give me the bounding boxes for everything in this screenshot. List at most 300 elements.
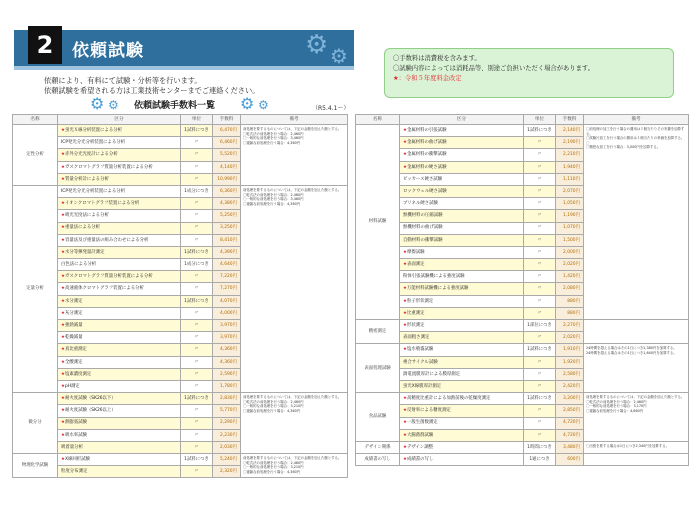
unit-cell: 〃 (524, 307, 556, 319)
unit-cell: 1試料につき (181, 125, 213, 137)
note-text: ：令和５年度料金改定 (398, 75, 462, 82)
memo-line: 〇前処理の加工を行う場合の費用は１個当たりその実費を加算する。 (586, 127, 685, 136)
memo-line: 〇精密な加工を行う場合：3,000円を加算する。 (586, 145, 661, 150)
star-mark: ★ (61, 408, 65, 414)
memo-line: 〇出張を要する場合は1日につき2,340円を加算する。 (586, 443, 669, 448)
item-cell (400, 429, 524, 441)
item-cell (58, 222, 181, 234)
gear-icon: ⚙ (90, 94, 105, 113)
item-cell (58, 393, 181, 405)
star-mark: ★ (61, 274, 65, 280)
unit-cell: 〃 (181, 466, 213, 478)
item-label: 金属材料の引張試験 (406, 127, 447, 133)
item-cell (400, 368, 524, 380)
memo-cell (584, 393, 689, 442)
star-mark: ★ (403, 396, 407, 402)
unit-cell: 〃 (181, 198, 213, 210)
effective-date: （R5.4.1～） (312, 105, 350, 112)
star-mark: ★ (61, 383, 65, 389)
item-cell (58, 246, 181, 258)
unit-cell: 〃 (524, 198, 556, 210)
star-mark: ★ (403, 432, 407, 438)
item-label: 水分等揮発量計測定 (64, 249, 105, 255)
item-label: 吸光光度法による分析 (64, 213, 109, 219)
item-label: 赤外分光光度計による分析 (64, 152, 118, 158)
item-cell (58, 454, 181, 466)
fee-cell: 2,030円 (213, 441, 241, 453)
unit-cell: 1成分につき (181, 259, 213, 271)
unit-cell: 〃 (524, 185, 556, 197)
fee-cell: 1,110円 (556, 173, 584, 185)
item-cell (400, 222, 524, 234)
star-mark: ★ (61, 176, 65, 182)
unit-cell: 〃 (524, 356, 556, 368)
left-table-body (13, 125, 348, 478)
item-label: 質量分析計による分析 (64, 176, 109, 182)
item-cell (400, 185, 524, 197)
item-label: 粒度分布測定 (61, 469, 88, 475)
item-cell (58, 125, 181, 137)
item-label: 熱膨張試験 (64, 420, 87, 426)
memo-line: 24時間を超える場合はその1日につき1,640円を加算する。 (586, 350, 677, 355)
unit-cell: 1成分につき (181, 185, 213, 197)
item-cell (58, 466, 181, 478)
memo-cell (584, 454, 689, 466)
item-cell (58, 234, 181, 246)
star-mark: ★ (403, 249, 407, 255)
notes-box (384, 48, 674, 98)
item-cell (58, 185, 181, 197)
unit-cell: 〃 (181, 380, 213, 392)
fee-cell: 5,770円 (213, 405, 241, 417)
star-mark: ★ (61, 164, 65, 170)
unit-cell: 1時間につき (524, 441, 556, 453)
star-mark: ★ (61, 322, 65, 328)
item-label: 表面粗さ測定 (403, 335, 430, 341)
fee-cell: 2,080円 (556, 283, 584, 295)
item-label: イオンクロマトグラフ装置による分析 (64, 201, 140, 207)
fee-cell: 2,590円 (213, 368, 241, 380)
item-cell (58, 173, 181, 185)
fee-cell: 1,780円 (213, 380, 241, 392)
category-cell: 成績書の写し (356, 454, 400, 466)
item-label: 高速液体クロマトグラフ装置による分析 (64, 286, 144, 292)
page-title: 依頼試験 (72, 41, 144, 61)
fee-cell: 600円 (556, 454, 584, 466)
star-mark: ★ (403, 322, 407, 328)
fee-cell: 5,250円 (213, 210, 241, 222)
fee-cell: 1,070円 (556, 222, 584, 234)
memo-line: 〇複雑な前処理を行う場合：4,360円 (243, 408, 301, 413)
table-row (13, 185, 348, 197)
intro-text (44, 76, 259, 96)
unit-cell: 〃 (181, 368, 213, 380)
category-cell: 食品試験 (356, 393, 400, 442)
item-label: ガスクロマトグラフ質量分析装置による分析 (64, 164, 153, 170)
item-label: 吸着量分析 (61, 444, 83, 450)
item-label: ガスクロマトグラフ質量分析装置による分析 (64, 274, 153, 280)
item-cell (400, 246, 524, 258)
item-label: 万能材料試験機による強度試験 (406, 286, 469, 292)
item-cell (400, 405, 524, 417)
star-mark: ★ (61, 420, 65, 426)
unit-cell: 〃 (524, 271, 556, 283)
fee-cell: 2,580円 (556, 368, 584, 380)
item-cell (58, 307, 181, 319)
unit-cell: 〃 (524, 137, 556, 149)
unit-cell: 1試料につき (181, 454, 213, 466)
item-cell (400, 295, 524, 307)
fee-cell: 2,140円 (556, 125, 584, 137)
star-mark: ★ (61, 127, 65, 133)
item-label: 比重測定 (406, 310, 425, 316)
fee-cell: 1,190円 (556, 210, 584, 222)
item-label: 金属材料の曲げ試験 (406, 140, 447, 146)
unit-cell: 〃 (181, 417, 213, 429)
item-cell (58, 368, 181, 380)
fee-cell: 2,210円 (556, 149, 584, 161)
item-cell (400, 125, 524, 137)
fee-cell: 4,380円 (213, 198, 241, 210)
item-cell (400, 356, 524, 368)
memo-line: 〇複雑な前処理を行う場合：4,360円 (243, 469, 301, 474)
item-label: 水分測定 (64, 298, 83, 304)
unit-cell: 1試料につき (524, 393, 556, 405)
star-mark: ★ (403, 310, 407, 316)
fee-cell: 880円 (556, 307, 584, 319)
unit-cell: 〃 (524, 380, 556, 392)
item-label: X線回折試験 (64, 457, 90, 462)
unit-cell: 〃 (181, 271, 213, 283)
fee-cell: 2,190円 (556, 137, 584, 149)
fee-cell: 10,990円 (213, 173, 241, 185)
table-row (13, 454, 348, 466)
item-cell (58, 320, 181, 332)
item-label: 自動材料の衝撃試験 (403, 237, 443, 243)
header-category: 名称 (13, 115, 58, 125)
item-cell (58, 198, 181, 210)
item-label: 粒子形状測定 (406, 298, 434, 304)
header-memo: 備考 (584, 115, 689, 125)
header-fee: 手数料 (556, 115, 584, 125)
item-label: 乾燥減量 (64, 335, 83, 341)
intro-line: 依頼により、有料にて試験・分析等を行います。 (44, 76, 202, 85)
item-label: pH測定 (64, 383, 80, 389)
memo-line: 〇一般的な前処理を行う場合：3,210円 (243, 465, 304, 470)
unit-cell: 〃 (181, 332, 213, 344)
title-banner (14, 30, 354, 66)
item-cell (400, 320, 524, 332)
item-cell (58, 137, 181, 149)
star-mark: ★ (61, 152, 65, 158)
unit-cell: 1試料につき (181, 393, 213, 405)
unit-cell: 〃 (524, 259, 556, 271)
memo-line: 前処理を要するものについては、下記の金額を加えた額とする。 (243, 127, 342, 131)
star-mark: ★ (403, 164, 407, 170)
item-label: 灰分測定 (64, 310, 83, 316)
unit-cell: 〃 (181, 222, 213, 234)
fee-table-left (12, 114, 348, 478)
item-cell (400, 393, 524, 405)
item-label: 大腸菌群試験 (406, 432, 434, 438)
table-row (356, 125, 689, 137)
memo-line: 〇一般的な前処理を行う場合：3,460円 (243, 136, 304, 141)
item-label: 反射率による糖度測定 (406, 408, 451, 414)
fee-cell: 3,970円 (213, 320, 241, 332)
star-mark: ★ (61, 335, 65, 341)
header-unit: 単位 (524, 115, 556, 125)
unit-cell: 〃 (524, 429, 556, 441)
item-label: 容量法及び重量法の組み合わせによる分析 (64, 237, 149, 243)
table-row (13, 125, 348, 137)
header-fee: 手数料 (213, 115, 241, 125)
category-cell: 微分分 (13, 393, 58, 454)
fee-cell: 6,470円 (213, 125, 241, 137)
memo-line: 〇一般的な前処理を行う場合：3,170円 (586, 404, 647, 409)
star-mark: ★ (61, 201, 65, 207)
fee-cell: 5,520円 (213, 149, 241, 161)
item-cell (58, 332, 181, 344)
unit-cell: 〃 (181, 137, 213, 149)
star-mark: ★ (61, 286, 65, 292)
gear-icon: ⚙ (330, 44, 348, 68)
fee-cell: 2,420円 (556, 380, 584, 392)
category-cell: 精密測定 (356, 320, 400, 344)
item-label: 塩水噴霧試験 (406, 347, 434, 353)
star-mark: ★ (61, 457, 65, 462)
table-row (356, 320, 689, 332)
item-cell (400, 307, 524, 319)
table-row (356, 441, 689, 453)
star-mark: ★ (61, 249, 65, 255)
unit-cell: 〃 (524, 161, 556, 173)
item-label: ビッカース硬さ試験 (403, 176, 443, 182)
fee-cell: 2,320円 (213, 466, 241, 478)
star-mark: ★ (403, 420, 407, 426)
item-label: 塩素濃度測定 (64, 371, 92, 377)
item-label: 耐火度試験（SK26以下） (64, 396, 116, 402)
item-cell (58, 210, 181, 222)
category-cell: デザイン関係 (356, 441, 400, 453)
item-label: 金属材料の衝撃試験 (406, 152, 447, 158)
memo-line: 〇複雑な前処理を行う場合：4,660円 (586, 408, 644, 413)
memo-line: 〇 (586, 140, 590, 145)
star-mark: ★ (61, 213, 65, 219)
note-line: 〇試験内容によっては消耗品等、別途ご負担いただく場合があります。 (393, 65, 594, 72)
table-header-row (13, 115, 348, 125)
fee-cell: 1,920円 (556, 356, 584, 368)
fee-table-right (355, 114, 689, 466)
memo-line: 〇乾式法の前処理を行う場合：2,460円 (243, 192, 304, 197)
item-cell (400, 210, 524, 222)
star-mark: ★ (61, 347, 65, 353)
item-cell (400, 259, 524, 271)
unit-cell: 1試料につき (524, 125, 556, 137)
item-label: 摩擦試験 (406, 249, 425, 255)
item-label: 白色法による分析 (61, 262, 97, 267)
star-mark: ★ (61, 310, 65, 316)
unit-cell: 〃 (181, 149, 213, 161)
item-cell (58, 259, 181, 271)
unit-cell: 1通につき (524, 454, 556, 466)
category-cell: 表面処理試験 (356, 344, 400, 393)
item-cell (400, 283, 524, 295)
star-mark: ★ (403, 286, 407, 292)
unit-cell: 〃 (524, 234, 556, 246)
item-cell (58, 356, 181, 368)
fee-cell: 8,410円 (213, 234, 241, 246)
item-cell (58, 344, 181, 356)
memo-cell (241, 393, 348, 454)
note-line (393, 74, 665, 84)
unit-cell: 〃 (181, 173, 213, 185)
item-label: 吸水率試験 (64, 432, 87, 438)
intro-line: 依頼試験を希望される方は工業技術センターまでご連絡ください。 (44, 86, 260, 95)
memo-line: 〇乾式法の前処理を行う場合：2,460円 (243, 460, 304, 465)
star-mark: ★ (403, 444, 407, 450)
star-mark: ★ (403, 127, 407, 133)
fee-cell: 4,640円 (213, 259, 241, 271)
unit-cell: 〃 (524, 405, 556, 417)
fee-cell: 880円 (556, 295, 584, 307)
table-row (13, 393, 348, 405)
item-cell (58, 380, 181, 392)
fee-cell: 1,940円 (556, 161, 584, 173)
item-cell (400, 137, 524, 149)
fee-cell: 2,830円 (213, 393, 241, 405)
item-cell (400, 454, 524, 466)
item-label: 一般生菌数測定 (406, 420, 438, 426)
item-cell (400, 234, 524, 246)
star-mark: ★ (403, 140, 407, 146)
item-cell (400, 271, 524, 283)
header-memo: 備考 (241, 115, 348, 125)
fee-cell: 6,460円 (213, 137, 241, 149)
unit-cell: 〃 (181, 344, 213, 356)
item-label: デザイン調整 (406, 444, 433, 450)
fee-cell: 1,050円 (556, 198, 584, 210)
item-label: 表面測定 (406, 262, 425, 267)
unit-cell: 〃 (181, 234, 213, 246)
unit-cell: 〃 (524, 222, 556, 234)
unit-cell: 〃 (524, 246, 556, 258)
star-mark: ★ (393, 75, 399, 82)
fee-cell: 2,850円 (556, 405, 584, 417)
star-mark: ★ (61, 359, 65, 365)
item-cell (58, 417, 181, 429)
memo-line: 〇乾式法の前処理を行う場合：2,460円 (243, 399, 304, 404)
unit-cell: 1試料につき (181, 295, 213, 307)
item-label: 形状測定 (406, 322, 425, 328)
star-mark: ★ (403, 408, 407, 414)
item-cell (400, 417, 524, 429)
unit-cell: 〃 (181, 405, 213, 417)
item-label: 重量法による分析 (64, 225, 101, 231)
memo-cell (241, 125, 348, 186)
item-cell (58, 161, 181, 173)
item-cell (400, 161, 524, 173)
fee-cell: 1,910円 (556, 344, 584, 356)
item-label: 複合サイクル試験 (403, 359, 438, 365)
item-label: ICP発光分光分析装置による分析 (61, 188, 126, 194)
unit-cell: 〃 (524, 283, 556, 295)
unit-cell: 〃 (181, 441, 213, 453)
item-label: ICP発光分光分析装置による分析 (61, 140, 126, 146)
memo-line: 〇乾式法の前処理を行う場合：2,460円 (586, 399, 647, 404)
fee-cell: 3,200円 (556, 393, 584, 405)
memo-line: 〇複雑な前処理を行う場合：4,360円 (243, 201, 301, 206)
memo-cell (241, 454, 348, 478)
item-cell (58, 271, 181, 283)
fee-cell: 7,220円 (213, 271, 241, 283)
fee-cell: 2,000円 (556, 246, 584, 258)
header-item: 区分 (58, 115, 181, 125)
star-mark: ★ (403, 262, 407, 267)
unit-cell: 〃 (181, 320, 213, 332)
fee-cell: 4,720円 (556, 429, 584, 441)
item-cell (400, 173, 524, 185)
note-line: 〇手数料は消費税を含みます。 (393, 55, 481, 62)
header-unit: 単位 (181, 115, 213, 125)
memo-line: 〇複雑な前処理を行う場合：4,360円 (243, 140, 301, 145)
memo-line: 24時間を超える場合はその1日につき2,380円を加算する。 (586, 346, 677, 351)
item-label: 真比重測定 (64, 347, 87, 353)
item-label: 無機材料の圧縮試験 (403, 213, 443, 219)
item-cell (58, 405, 181, 417)
fee-cell: 6,360円 (213, 185, 241, 197)
fee-cell: 4,720円 (556, 417, 584, 429)
item-label: 蛍光X線膜厚計測定 (403, 383, 442, 389)
fee-cell: 3,250円 (213, 222, 241, 234)
star-mark: ★ (61, 225, 65, 231)
unit-cell: 〃 (181, 429, 213, 441)
unit-cell: 〃 (181, 283, 213, 295)
memo-line: 〇乾式法の前処理を行う場合：2,460円 (243, 131, 304, 136)
table-row (356, 454, 689, 466)
gear-icon: ⚙ (240, 94, 255, 113)
star-mark: ★ (403, 152, 407, 158)
item-label: 蛍光Ｘ線分析装置による分析 (64, 127, 123, 133)
memo-line: 〇一般的な前処理を行う場合：3,210円 (243, 404, 304, 409)
memo-line: 前処理を要するものについては、下記の金額を加えた額とする。 (243, 395, 342, 400)
table-row (356, 393, 689, 405)
gear-icon: ⚙ (305, 30, 329, 60)
unit-cell: 1試料につき (524, 344, 556, 356)
fee-cell: 2,270円 (556, 320, 584, 332)
item-cell (58, 441, 181, 453)
memo-cell (584, 441, 689, 453)
item-label: 金属材料の硬さ試験 (406, 164, 447, 170)
unit-cell: 〃 (181, 356, 213, 368)
unit-cell: 〃 (524, 173, 556, 185)
item-cell (58, 295, 181, 307)
unit-cell: 〃 (524, 149, 556, 161)
star-mark: ★ (61, 396, 65, 402)
item-cell (58, 149, 181, 161)
table-heading (90, 96, 270, 112)
table-row (356, 344, 689, 356)
fee-cell: 2,230円 (213, 429, 241, 441)
fee-cell: 4,390円 (213, 246, 241, 258)
item-cell (400, 441, 524, 453)
fee-cell: 2,020円 (556, 332, 584, 344)
gear-icon: ⚙ (258, 98, 269, 112)
unit-cell: 〃 (524, 295, 556, 307)
star-mark: ★ (61, 237, 65, 243)
fee-cell: 3,480円 (556, 441, 584, 453)
unit-cell: 1試料につき (181, 246, 213, 258)
fee-cell: 7,270円 (213, 283, 241, 295)
